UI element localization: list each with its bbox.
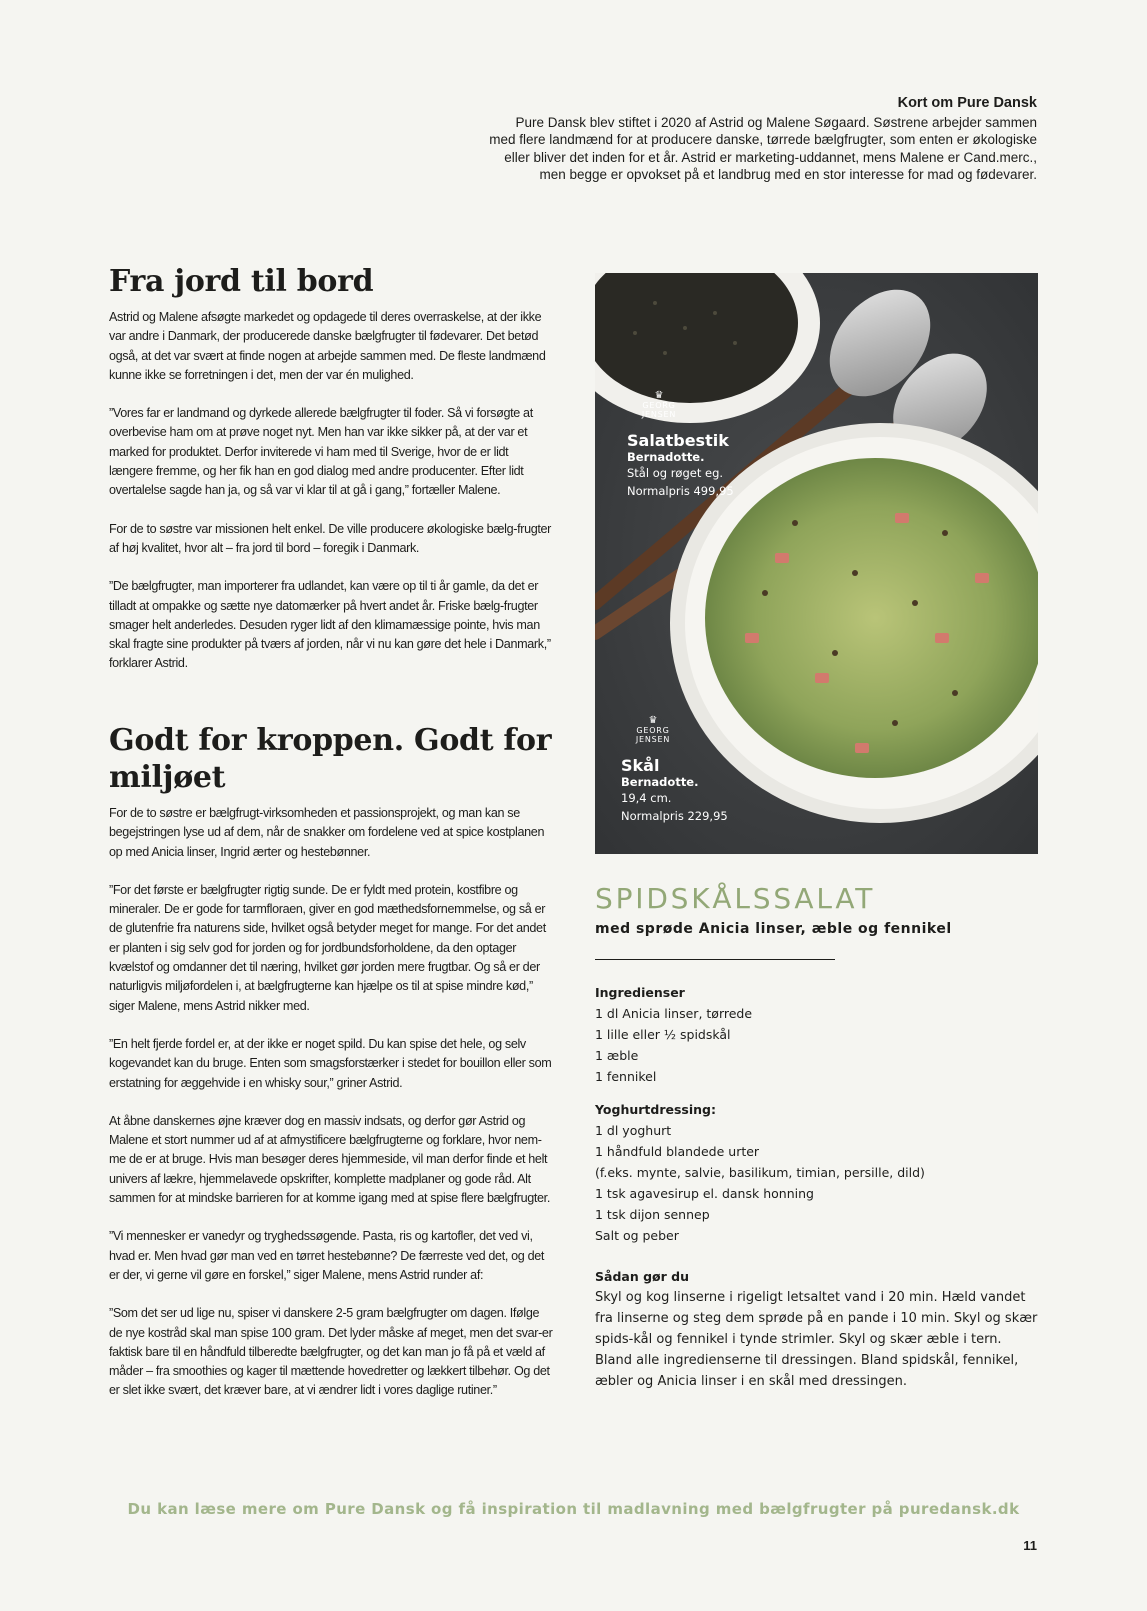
paragraph: ”Vi mennesker er vanedyr og tryghedssøgende. Pasta, ris og kartofler, det ved vi, hvad er. Men hvad gør man ved en tørret hestebønne? De færreste ved det, og det er der, vi gerne vil gøre en forskel,” siger Malene, mens Astrid runder af: [109,1229,545,1282]
ingredients-heading: Ingredienser [595,985,685,1000]
method-heading: Sådan gør du [595,1269,689,1284]
section-fra-jord-til-bord [109,263,554,693]
salad-photo [595,273,1038,854]
product-skal [621,716,728,825]
footer-link-text: Du kan læse mere om Pure Dansk og få inspiration til madlavning med bælgfrugter på puredansk.dk [127,1500,1020,1518]
paragraph: ”For det første er bælgfrugter rigtig sunde. De er fyldt med protein, kostfibre og mineraler. De er gode for tarmfloraen, giver en god mæthedsfornemmelse, og så er de glutenfrie fra naturens side, hvilket også betyder meget for mange. For det andet er planten i sig selv god for jorden og for jordbundsforholdene, da den optager kvælstof og omdanner det til næring, hvilket gør jorden mere frugtbar. Og så er der naturligvis miljøfordelen i, at bælgfrugterne kan hjælpe os til at spise mindre kød,” siger Malene, mens Astrid nikker med. [109,882,546,1013]
crown-icon: ♛ [654,390,664,401]
ingredients-list [595,982,1040,1087]
ingredient: (f.eks. mynte, salvie, basilikum, timian, persille, dild) [595,1165,925,1180]
ingredient: Salt og peber [595,1228,679,1243]
ingredient: 1 æble [595,1048,639,1063]
product-desc: Stål og røget eg. [627,466,724,480]
section-heading: Fra jord til bord [109,264,374,299]
recipe [595,883,1040,1404]
crown-icon: ♛ [648,715,658,726]
ingredient: 1 lille eller ½ spidskål [595,1027,731,1042]
paragraph: For de to søstre er bælgfrugt-virksomheden et passionsprojekt, og man kan se begejstringen lyse ud af dem, når de snakker om fordelene ved at spice kostplanen op med Anicia linser, Ingrid ærter og hestebønner. [109,806,545,859]
ingredient: 1 håndfuld blandede urter [595,1144,760,1159]
product-price: Normalpris 499,95 [627,484,734,498]
ingredient: 1 fennikel [595,1069,657,1084]
ingredient: 1 dl Anicia linser, tørrede [595,1006,753,1021]
product-salatbestik [627,391,734,500]
product-brand: Bernadotte. [627,450,705,464]
product-price: Normalpris 229,95 [621,809,728,823]
product-brand: Bernadotte. [621,775,699,789]
dressing-list [595,1099,1040,1246]
product-name: Salatbestik [627,431,729,450]
page-number: 11 [1023,1538,1037,1553]
paragraph: Astrid og Malene afsøgte markedet og opdagede til deres overraskelse, at der ikke var andre i Danmark, der producerede danske bælgfrugter til fødevarer. Det betød også, at det var svært at finde nogen at arbejde sammen med. De fleste landmænd kunne ikke se forretningen i det, men der var én mulighed. [109,310,546,382]
brand-logo: GEORG JENSEN [641,401,677,419]
ingredient: 1 tsk dijon sennep [595,1207,710,1222]
section-godt-for-kroppen [109,722,554,1420]
about-line: men begge er opvokset på et landbrug med en stor interesse for mad og fødevarer. [539,167,1037,182]
paragraph: ”De bælgfrugter, man importerer fra udlandet, kan være op til ti år gamle, da det er tilladt at ompakke og sætte nye datomærker på hvert andet år. Friske bælg-frugter smager helt anderledes. Desuden ryger lidt af den klimamæssige pointe, hvis man skal fragte sine produkter på tværs af jorden, når vi nu kan gøre det hele i Danmark,” forklarer Astrid. [109,579,551,671]
ingredient: 1 tsk agavesirup el. dansk honning [595,1186,814,1201]
recipe-title: SPIDSKÅLSSALAT [595,882,876,915]
about-box [477,95,1037,184]
method-text: Skyl og kog linserne i rigeligt letsaltet vand i 20 min. Hæld vandet fra linserne og steg dem sprøde på en pande i 10 min. Skyl og skær spids-kål og fennikel i tynde strimler. Skyl og skær æble i tern. Bland alle ingredienserne til dressingen. Bland spidskål, fennikel, æbler og Anicia linser i en skål med dressingen. [595,1290,1038,1389]
about-line: Pure Dansk blev stiftet i 2020 af Astrid og Malene Søgaard. Søstrene arbejder sammen [515,114,1037,130]
paragraph: ”Som det ser ud lige nu, spiser vi danskere 2-5 gram bælgfrugter om dagen. Ifølge de nye kostråd skal man spise 100 gram. Det lyder måske af meget, men det svar-er faktisk bare til en håndfuld tilberedte bælgfrugter, og det kan man jo få på et væld af måder – fra smoothies og kager til mættende hovedretter og lækkert tilbehør. Og det er slet ikke svært, det kræver bare, at vi ændrer lidt i vores daglige rutiner.” [109,1306,553,1398]
about-title: Kort om Pure Dansk [897,95,1037,111]
method [595,1266,1040,1392]
ingredient: 1 dl yoghurt [595,1123,672,1138]
about-line: med flere landmænd for at producere danske, tørrede bælgfrugter, som enten er økologiske [489,132,1037,147]
section-heading: Godt for kroppen. Godt for miljøet [109,723,552,795]
brand-logo: GEORG JENSEN [635,726,671,744]
paragraph: For de to søstre var missionen helt enkel. De ville producere økologiske bælg-frugter af høj kvalitet, hvor alt – fra jord til bord – foregik i Danmark. [109,521,552,555]
paragraph: ”Vores far er landmand og dyrkede allerede bælgfrugter til foder. Så vi forsøgte at overbevise ham om at prøve noget nyt. Men han var ikke sikker på, at der var et marked for produktet. Derfor inviterede vi ham med til Sverige, hvor de er lidt længere fremme, og her fik han en god dialog med andre producenter. Efter lidt overtalelse sagde han ja, og så var vi klar til at gå i gang,” fortæller Malene. [109,406,533,498]
dressing-heading: Yoghurtdressing: [595,1102,716,1117]
product-desc: 19,4 cm. [621,791,672,805]
paragraph: At åbne danskernes øjne kræver dog en massiv indsats, og derfor gør Astrid og Malene et stort nummer ud af at afmystificere bælgfrugterne og forklare, hvor nem-me de er at bruge. Hvis man besøger deres hjemmeside, vil man derfor finde et helt univers af lækre, hjemmelavede opskrifter, komplette madplaner og gode råd. Alt sammen for at mindske barrieren for at komme igang med at spise flere bælgfrugter. [109,1113,550,1206]
recipe-subtitle: med sprøde Anicia linser, æble og fennikel [595,921,952,937]
paragraph: ”En helt fjerde fordel er, at der ikke er noget spild. Du kan spise det hele, og selv kogevandet kan du bruge. Enten som smagsforstærker i stedet for bouillon eller som erstatning for æggehvide i en whisky sour,” griner Astrid. [109,1036,552,1090]
divider [595,959,835,960]
about-line: eller bliver det inden for et år. Astrid er marketing-uddannet, mens Malene er Cand.merc., [504,149,1037,165]
product-name: Skål [621,756,660,775]
